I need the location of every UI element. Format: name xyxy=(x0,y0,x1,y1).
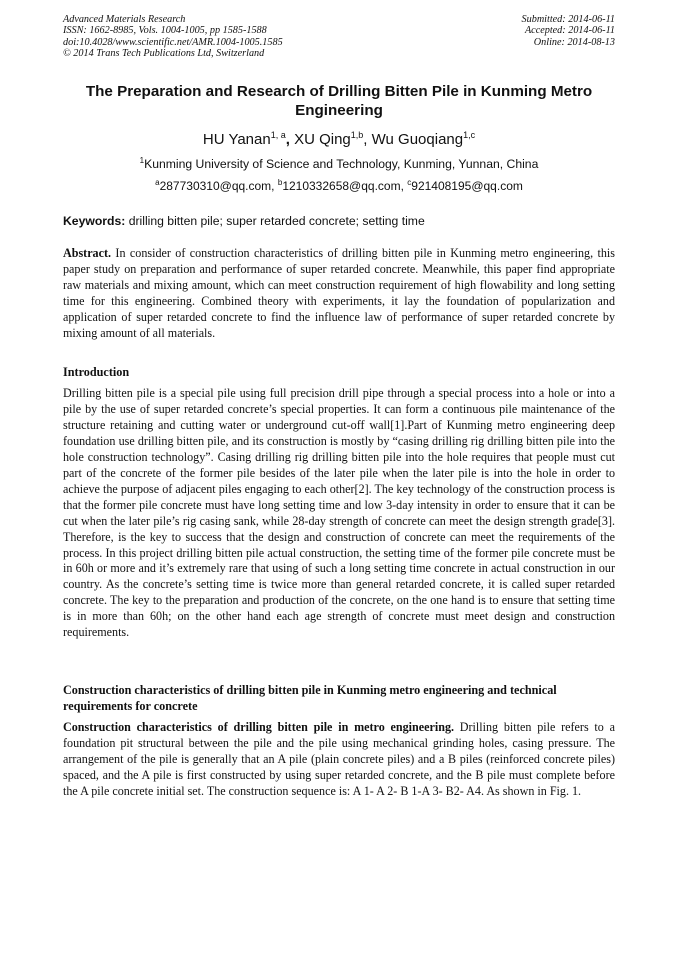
section-paragraph xyxy=(63,720,615,800)
author-separator: , xyxy=(285,131,295,148)
copyright-line: © 2014 Trans Tech Publications Ltd, Switzerland xyxy=(63,48,265,60)
accepted-date: Accepted: 2014-06-11 xyxy=(524,25,615,37)
author-affiliation-mark: 1,c xyxy=(463,130,476,140)
introduction-heading: Introduction xyxy=(63,365,130,379)
author-affiliation-mark: 1,b xyxy=(350,130,364,140)
journal-name: Advanced Materials Research xyxy=(63,14,186,25)
keywords-text: drilling bitten pile; super retarded concrete; setting time xyxy=(125,214,425,228)
issn-line: ISSN: 1662-8985, Vols. 1004-1005, pp 1585-1588 xyxy=(63,25,267,37)
section-heading: Construction characteristics of drilling bitten pile in Kunming metro engineering and technical requirements for concrete xyxy=(63,683,557,713)
keywords xyxy=(63,214,615,229)
email-address[interactable]: 1210332658@qq.com, xyxy=(282,179,404,193)
publication-info xyxy=(63,14,403,60)
email-address[interactable]: 287730310@qq.com, xyxy=(159,179,275,193)
introduction-paragraph: Drilling bitten pile is a special pile using full precision drill pipe through a special process into a hole or into a pile by the use of super retarded concrete’s special properties. It can form a continuous pile maintenance of the structure retaining and cutting water or underground cut-off wall[1].Part of Kunming metro engineering deep foundation use drilling bitten pile, and its construction is mostly by “casing drilling rig drilling bitten pile into the hole construction technology”. Casing drilling rig drilling bitten pile into the hole requires that people must cut part of the concrete of the former pile besides of the later pile when the later pile is into the hole in order to achieve the purpose of adjacent piles engaging to each other[2]. The key technology of the construction process is that the former pile concrete must have long setting time and low 3-day intensity in order to ensure that it can be cut when the later pile’s rig casing sank, while 28-day strength of concrete can meet the design strength grade[3]. Therefore, is the key to success that the design and construction of concrete can meet the requirements of the process. In this project drilling bitten pile actual construction, the setting time of the former pile concrete must be in 60h or more and it’s extremely rare that using of such a long setting time concrete in actual construction in our country. As the concrete’s setting time is twice more than general retarded concrete, it is called super retarded concrete. The key to the preparation and production of the concrete, on the one hand is to ensure that setting time is in more than 60h; on the other hand each age strength of concrete must meet design and construction requirements. xyxy=(63,386,615,640)
affiliation-text: Kunming University of Science and Technology, Kunming, Yunnan, China xyxy=(144,157,539,171)
author-separator: , xyxy=(363,131,372,148)
email-address[interactable]: 921408195@qq.com xyxy=(411,179,523,193)
email-mark: c xyxy=(407,178,412,187)
abstract xyxy=(63,246,615,342)
author-name: HU Yanan xyxy=(202,131,271,148)
author-name: XU Qing xyxy=(294,131,351,148)
author-affiliation-mark: 1, a xyxy=(270,130,286,140)
doi-line: doi:10.4028/www.scientific.net/AMR.1004-1005.1585 xyxy=(63,36,283,48)
paper-title: The Preparation and Research of Drilling Bitten Pile in Kunming Metro Engineering xyxy=(85,83,593,119)
email-list xyxy=(63,179,615,194)
section-text: Drilling bitten pile refers to a foundation pit structural between the pile and the pile using mechanical grinding holes, casing pressure. The arrangement of the pile is generally that an A pile (plain concrete piles) and a B piles (reinforced concrete piles) spaced, and the A pile is first constructed by using super retarded concrete, and the B pile must complete before the A pile concrete initial set. The construction sequence is: A 1- A 2- B 1-A 3- B2- A4. As shown in Fig. 1. xyxy=(63,720,615,798)
abstract-text: In consider of construction characteristics of drilling bitten pile in Kunming metro engineering, this paper study on preparation and performance of super retarded concrete. Meanwhile, this paper find appropriate raw materials and mixing amount, which can meet construction requirement of high flowability and long setting time for this engineering. Combined theory with experiments, it lay the foundation of popularization and application of super retarded concrete to find the influence law of performance of super retarded concrete by mixing amount of all materials. xyxy=(63,246,615,340)
author-name: Wu Guoqiang xyxy=(371,131,464,148)
submitted-date: Submitted: 2014-06-11 xyxy=(521,14,615,25)
email-mark: a xyxy=(155,178,160,187)
affiliation xyxy=(63,157,615,172)
affiliation-mark: 1 xyxy=(139,156,145,165)
keywords-label: Keywords: xyxy=(63,214,126,228)
online-date: Online: 2014-08-13 xyxy=(533,36,615,48)
abstract-label: Abstract. xyxy=(63,246,112,260)
subsection-lead: Construction characteristics of drilling bitten pile in metro engineering. xyxy=(63,720,455,734)
dates-info xyxy=(415,14,615,48)
author-list xyxy=(63,131,615,149)
email-mark: b xyxy=(277,178,283,187)
